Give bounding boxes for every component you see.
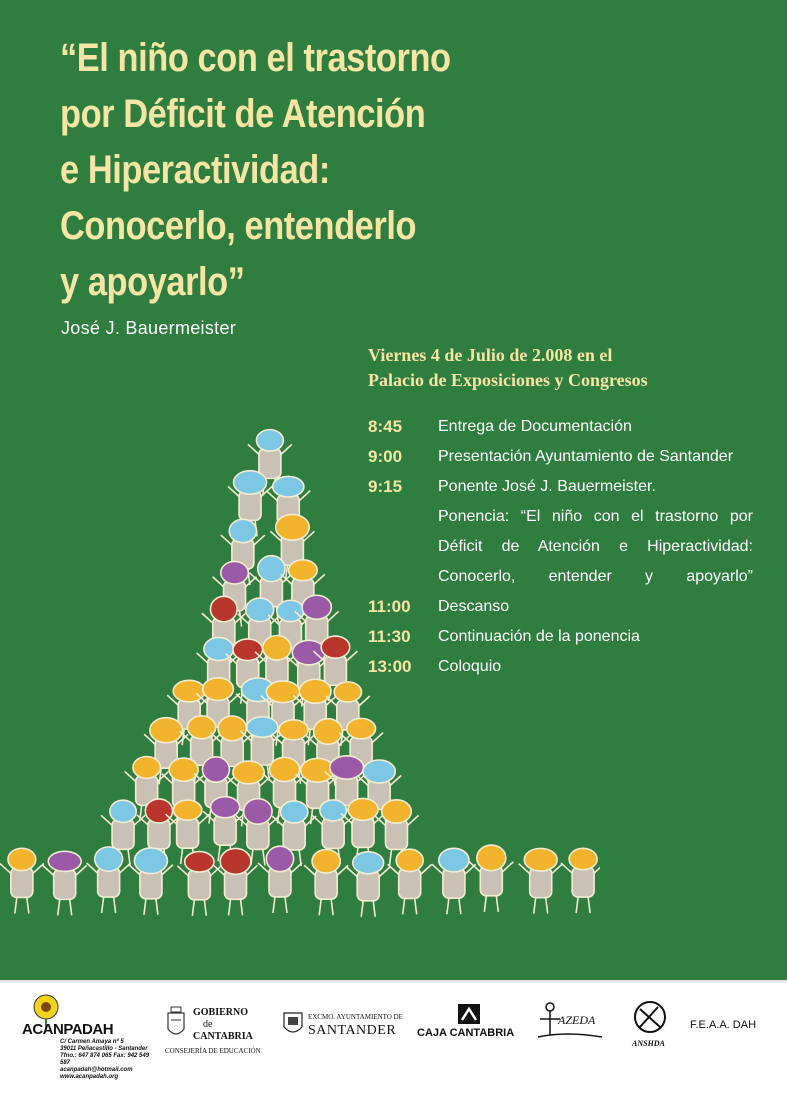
child-figure-head xyxy=(477,845,506,871)
child-figure-head xyxy=(234,471,267,495)
ayuntamiento-line2: SANTANDER xyxy=(308,1023,397,1038)
child-figure-head xyxy=(173,680,205,702)
child-figure-head xyxy=(314,719,343,745)
anshda-logo xyxy=(628,999,678,1059)
acanpadah-email: acanpadah@hotmail.com xyxy=(60,1067,133,1073)
poster-title xyxy=(60,30,507,310)
child-figure-head xyxy=(382,800,412,823)
child-figure-head xyxy=(220,848,251,874)
schedule-desc: Conocerlo, entender y apoyarlo” xyxy=(438,568,753,585)
child-figure-head xyxy=(221,561,249,584)
author-name: José J. Bauermeister xyxy=(61,318,237,338)
acanpadah-logo xyxy=(18,989,158,1089)
title-line: “El niño con el trastorno xyxy=(60,36,451,80)
child-figure-head xyxy=(185,852,214,873)
gobierno-line2: de xyxy=(203,1019,213,1030)
child-figure-head xyxy=(348,798,378,820)
children-pyramid-illustration xyxy=(0,420,600,960)
child-figure-head xyxy=(524,848,557,871)
child-figure-head xyxy=(280,801,307,823)
child-figure-head xyxy=(263,635,291,660)
child-figure-head xyxy=(273,476,304,496)
child-figure-head xyxy=(279,720,308,740)
child-figure-head xyxy=(8,848,36,870)
child-figure-head xyxy=(211,797,240,818)
child-figure-head xyxy=(247,717,278,738)
child-figure-head xyxy=(246,598,274,622)
title-line: e Hiperactividad: xyxy=(60,148,330,192)
child-figure-head xyxy=(134,848,167,874)
anshda-circle-icon xyxy=(630,999,670,1039)
schedule-desc: Continuación de la ponencia xyxy=(438,628,640,645)
child-figure-head xyxy=(439,848,469,872)
child-figure-body xyxy=(177,818,199,848)
child-figure-head xyxy=(233,761,264,784)
child-figure-head xyxy=(229,519,256,542)
child-figure-body xyxy=(324,655,346,685)
child-figure-head xyxy=(277,600,304,621)
schedule-time: 11:30 xyxy=(368,627,411,646)
child-figure-head xyxy=(266,846,293,872)
child-figure-body xyxy=(11,867,33,897)
acanpadah-address: C/ Carmen Amaya nº 5 xyxy=(60,1039,124,1045)
city-shield-icon xyxy=(282,1009,304,1039)
child-figure-body xyxy=(54,869,76,899)
coat-of-arms-icon xyxy=(165,1005,187,1041)
schedule-desc: Entrega de Documentación xyxy=(438,418,632,435)
azeda-logo xyxy=(536,1001,616,1061)
child-figure-head xyxy=(363,760,395,783)
acanpadah-contact xyxy=(60,1039,158,1081)
event-venue: Palacio de Exposiciones y Congresos xyxy=(368,370,648,390)
child-figure-head xyxy=(321,636,350,658)
child-figure-head xyxy=(173,800,202,820)
child-figure-head xyxy=(110,800,136,822)
schedule-desc: Déficit de Atención e Hiperactividad: xyxy=(438,538,753,555)
child-figure-head xyxy=(353,852,384,874)
child-figure-body xyxy=(322,818,344,848)
schedule-desc: Descanso xyxy=(438,598,510,615)
child-figure-body xyxy=(572,867,594,897)
acanpadah-city: 39011 Peñacastillo - Santander xyxy=(60,1046,148,1052)
child-figure-head xyxy=(266,681,299,703)
child-figure-head xyxy=(347,718,376,738)
schedule-desc: Presentación Ayuntamiento de Santander xyxy=(438,448,734,465)
child-figure-body xyxy=(112,819,134,849)
child-figure-head xyxy=(244,799,272,824)
schedule-time: 8:45 xyxy=(368,417,403,436)
schedule-time: 13:00 xyxy=(368,657,412,676)
event-date: Viernes 4 de Julio de 2.008 en el xyxy=(368,345,613,365)
child-figure-head xyxy=(312,849,340,873)
child-figure-head xyxy=(334,682,361,702)
sponsor-footer xyxy=(0,980,787,1096)
event-info xyxy=(368,343,648,393)
child-figure-head xyxy=(48,851,81,871)
child-figure-head xyxy=(276,514,310,540)
schedule-desc: Ponencia: “El niño con el trastorno por xyxy=(438,508,753,525)
child-figure-head xyxy=(210,596,237,622)
schedule-time: 9:00 xyxy=(368,447,403,466)
gobierno-text xyxy=(193,1007,253,1043)
schedule-time: 9:15 xyxy=(368,477,403,496)
caja-name: CAJA CANTABRIA xyxy=(417,1027,515,1039)
child-figure-head xyxy=(169,758,198,781)
gobierno-sub: CONSEJERÍA DE EDUCACIÓN xyxy=(165,1047,261,1055)
caja-cantabria-logo xyxy=(417,1003,527,1053)
feaa-logo: F.E.A.A. DAH xyxy=(690,1019,757,1031)
acanpadah-name: ACANPADAH xyxy=(22,1021,114,1038)
anshda-name: ANSHDA xyxy=(632,1039,665,1048)
ayuntamiento-logo xyxy=(282,1009,402,1059)
child-figure-head xyxy=(302,595,331,619)
child-figure-head xyxy=(289,560,318,581)
child-figure-head xyxy=(569,848,597,869)
child-figure-body xyxy=(188,870,210,900)
child-figure-head xyxy=(202,757,229,782)
title-line: Conocerlo, entenderlo xyxy=(60,204,417,248)
child-figure-head xyxy=(258,556,285,582)
schedule-time: 11:00 xyxy=(368,597,411,616)
caja-mark-icon xyxy=(457,1003,481,1025)
gobierno-line1: GOBIERNO xyxy=(193,1007,249,1018)
child-figure-body xyxy=(283,820,305,850)
child-figure-head xyxy=(95,847,123,871)
acanpadah-phone: Tfno.: 647 874 065 Fax: 942 549 587 xyxy=(60,1053,150,1066)
gobierno-cantabria-logo xyxy=(165,1003,265,1073)
child-figure-head xyxy=(330,756,364,779)
child-figure-body xyxy=(214,815,236,845)
child-figure-head xyxy=(133,756,160,778)
child-figure-head xyxy=(150,718,183,743)
child-figure-head xyxy=(270,757,300,781)
acanpadah-web: www.acanpadah.org xyxy=(60,1074,119,1080)
child-figure-body xyxy=(251,735,273,765)
child-figure-head xyxy=(396,849,423,871)
child-figure-head xyxy=(233,639,263,661)
child-figure-head xyxy=(218,716,246,741)
azeda-name: AZEDA xyxy=(558,1013,596,1027)
ayuntamiento-line1: EXCMO. AYUNTAMIENTO DE xyxy=(308,1013,403,1021)
child-figure-body xyxy=(385,819,407,849)
child-figure-body xyxy=(530,868,552,898)
child-figure-head xyxy=(203,678,234,701)
child-figure-body xyxy=(357,871,379,901)
schedule-desc: Ponente José J. Bauermeister. xyxy=(438,478,656,495)
child-figure-head xyxy=(256,430,283,451)
title-line: por Déficit de Atención xyxy=(60,92,426,136)
child-figure-head xyxy=(299,679,331,703)
child-figure-head xyxy=(145,799,172,823)
schedule-desc: Coloquio xyxy=(438,658,502,675)
child-figure-head xyxy=(320,800,347,821)
title-line: y apoyarlo” xyxy=(60,260,245,304)
child-figure-body xyxy=(352,817,374,847)
child-figure-head xyxy=(292,640,325,664)
child-figure-head xyxy=(188,716,216,739)
child-figure-body xyxy=(399,868,421,898)
gobierno-line3: CANTABRIA xyxy=(193,1031,253,1042)
